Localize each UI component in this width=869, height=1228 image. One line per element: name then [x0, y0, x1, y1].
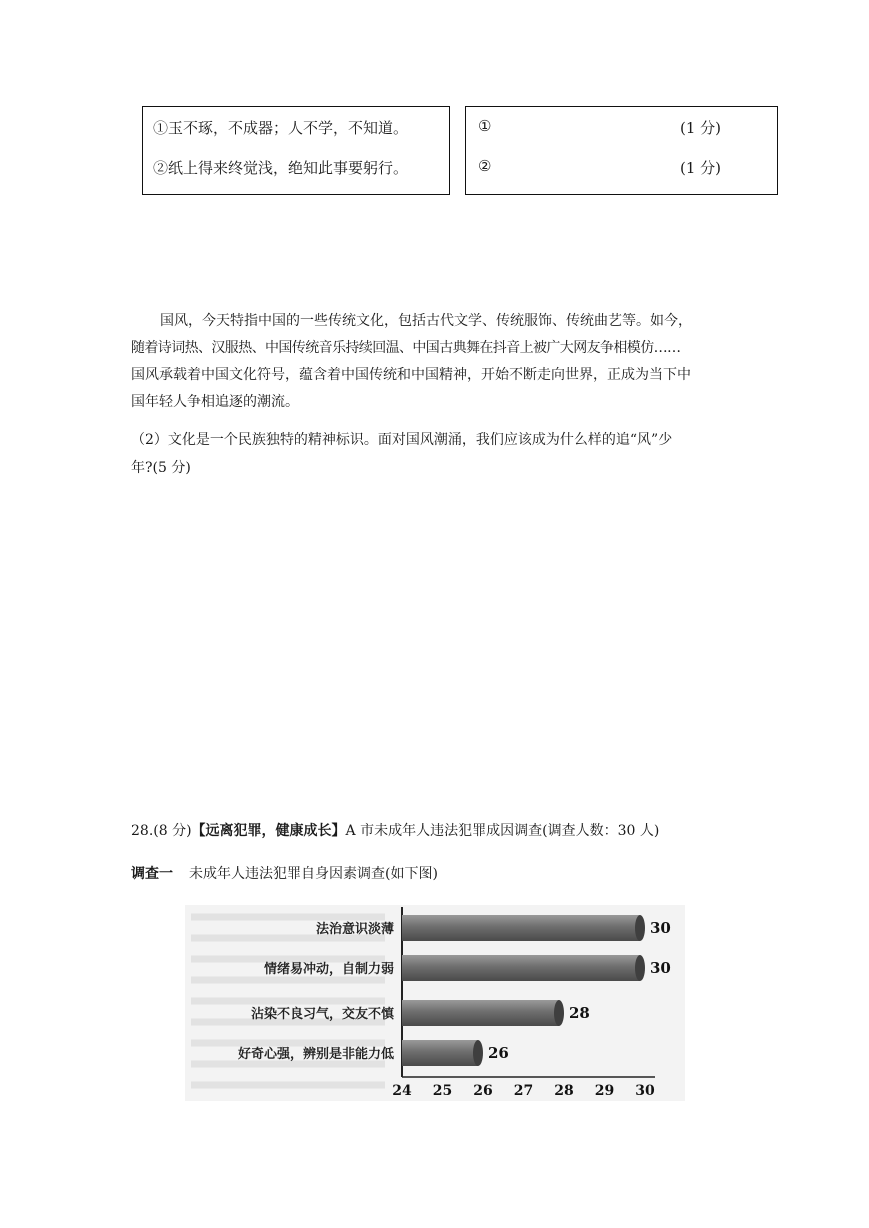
bar-value-label: 30	[650, 959, 671, 977]
question-2-line-1: （2）文化是一个民族独特的精神标识。面对国风潮涌，我们应该成为什么样的追“风”少	[131, 432, 673, 448]
question-2-line-2: 年?(5 分)	[131, 460, 191, 476]
question-28-number: 28.(8 分)	[131, 823, 192, 839]
quote-line-2: ②纸上得来终觉浅，绝知此事要躬行。	[153, 159, 409, 177]
paragraph-line-3: 国风承载着中国文化符号，蕴含着中国传统和中国精神，开始不断走向世界，正成为当下中	[131, 367, 691, 383]
paragraph-line-4: 国年轻人争相追逐的潮流。	[131, 394, 299, 410]
x-tick-label: 30	[635, 1083, 655, 1099]
x-tick-label: 29	[594, 1083, 615, 1099]
quote-line-1: ①玉不琢，不成器；人不学，不知道。	[153, 119, 409, 137]
answer-marker-1: ①	[478, 117, 492, 135]
answer-box	[465, 106, 778, 195]
x-tick-label: 24	[392, 1083, 412, 1099]
category-label: 法治意识淡薄	[315, 922, 394, 937]
bar-end-cap	[473, 1040, 483, 1066]
bar	[402, 1000, 559, 1026]
question-28-text: A 市未成年人违法犯罪成因调查(调查人数：30 人)	[345, 823, 660, 839]
survey-1-text: 未成年人违法犯罪自身因素调查(如下图)	[189, 866, 438, 882]
category-label: 情绪易冲动，自制力弱	[263, 962, 394, 977]
answer-score-1: (1 分)	[680, 119, 722, 137]
bar-value-label: 26	[488, 1044, 509, 1062]
bar-value-label: 28	[569, 1004, 590, 1022]
cause-bar-chart	[185, 905, 685, 1101]
bar	[402, 955, 640, 981]
paragraph-line-1: 国风，今天特指中国的一些传统文化，包括古代文学、传统服饰、传统曲艺等。如今，	[160, 313, 692, 329]
bar-end-cap	[635, 915, 645, 941]
bar-end-cap	[554, 1000, 564, 1026]
survey-1-label: 调查一	[131, 866, 173, 882]
quote-box	[142, 106, 450, 195]
answer-score-2: (1 分)	[680, 159, 722, 177]
answer-marker-2: ②	[478, 157, 492, 175]
bar	[402, 915, 640, 941]
survey-1-heading	[131, 863, 438, 883]
category-label: 好奇心强，辨别是非能力低	[237, 1047, 394, 1062]
x-tick-label: 25	[432, 1083, 453, 1099]
paragraph-line-2: 随着诗词热、汉服热、中国传统音乐持续回温、中国古典舞在抖音上被广大网友争相模仿……	[131, 340, 681, 356]
bar-end-cap	[635, 955, 645, 981]
bar-value-label: 30	[650, 919, 671, 937]
question-28-theme: 【远离犯罪，健康成长】	[191, 823, 346, 839]
x-tick-label: 26	[473, 1083, 493, 1099]
question-28	[131, 820, 659, 840]
x-tick-label: 28	[554, 1083, 574, 1099]
x-tick-label: 27	[513, 1083, 534, 1099]
bar	[402, 1040, 478, 1066]
category-label: 沾染不良习气，交友不慎	[250, 1007, 394, 1022]
